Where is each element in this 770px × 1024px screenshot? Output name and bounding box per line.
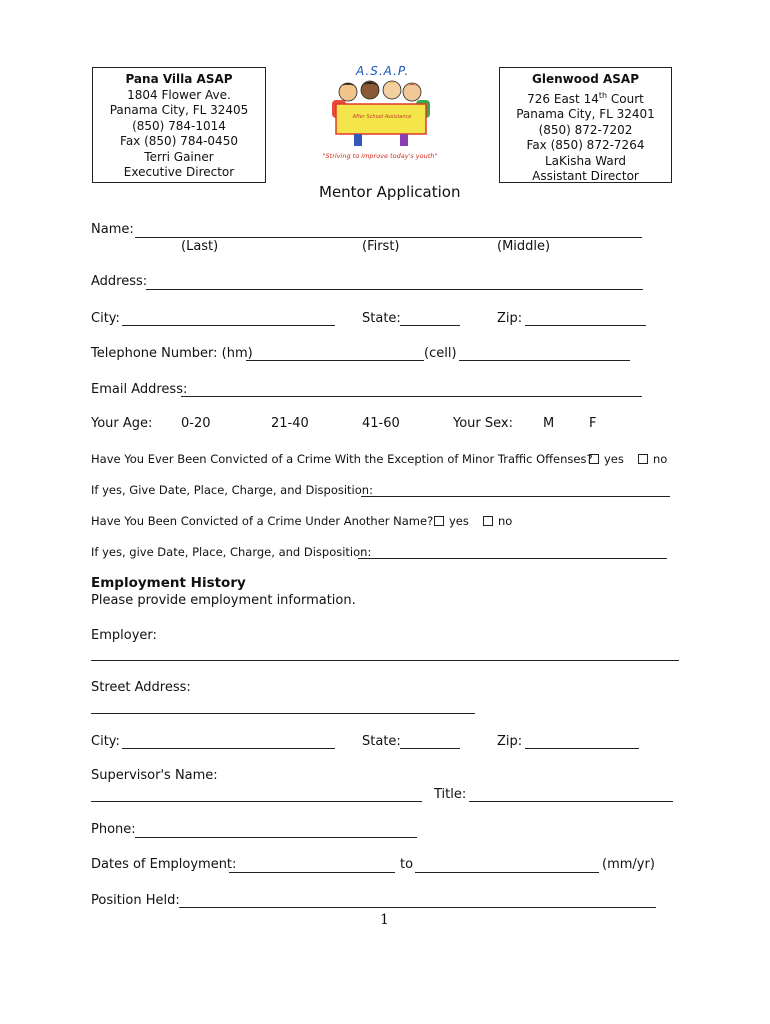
checkbox-icon[interactable] — [589, 454, 599, 464]
cell-phone-field[interactable] — [459, 360, 630, 361]
left-office-street: 1804 Flower Ave. — [127, 87, 231, 102]
state-field[interactable] — [400, 325, 460, 326]
age-option-41-60[interactable]: 41-60 — [362, 416, 400, 431]
page-title: Mentor Application — [319, 183, 461, 201]
conviction-yes-option[interactable]: yes — [589, 452, 624, 466]
checkbox-icon[interactable] — [434, 516, 444, 526]
left-office-contact: Terri Gainer — [144, 149, 214, 164]
right-office-city: Panama City, FL 32401 — [516, 107, 655, 121]
home-phone-field[interactable] — [246, 360, 424, 361]
alias-conviction-no-option[interactable]: no — [483, 514, 512, 528]
alias-details-field[interactable] — [358, 558, 667, 559]
employer-street-label: Street Address: — [91, 680, 191, 695]
sex-option-f[interactable]: F — [589, 416, 597, 431]
right-office-box — [499, 67, 672, 183]
name-label: Name: — [91, 222, 134, 237]
employer-zip-label: Zip: — [497, 734, 523, 749]
employer-street-field[interactable] — [91, 713, 475, 714]
supervisor-title-field[interactable] — [469, 801, 673, 802]
state-label: State: — [362, 311, 401, 326]
supervisor-title-label: Title: — [434, 787, 467, 802]
right-office-street: 726 East 14th Court — [527, 90, 644, 106]
checkbox-icon[interactable] — [638, 454, 648, 464]
logo-acronym: A.S.A.P. — [356, 64, 410, 78]
last-name-caption: (Last) — [181, 239, 219, 254]
email-field[interactable] — [181, 396, 642, 397]
alias-conviction-yes-option[interactable]: yes — [434, 514, 469, 528]
right-office-phone: (850) 872-7202 — [538, 122, 633, 137]
age-label: Your Age: — [91, 416, 153, 431]
alias-followup-label: If yes, give Date, Place, Charge, and Disposition: — [91, 545, 372, 559]
employment-end-field[interactable] — [415, 872, 599, 873]
employment-instructions: Please provide employment information. — [91, 593, 356, 608]
employer-phone-field[interactable] — [135, 837, 417, 838]
conviction-question: Have You Ever Been Convicted of a Crime With the Exception of Minor Traffic Offenses? — [91, 452, 593, 466]
employment-heading: Employment History — [91, 575, 246, 591]
left-office-phone: (850) 784-1014 — [132, 118, 226, 133]
age-option-0-20[interactable]: 0-20 — [181, 416, 211, 431]
supervisor-label: Supervisor's Name: — [91, 768, 218, 783]
employment-to-label: to — [400, 857, 414, 872]
left-office-name: Pana Villa ASAP — [125, 72, 233, 86]
date-format-label: (mm/yr) — [602, 857, 655, 872]
zip-field[interactable] — [525, 325, 646, 326]
logo-tagline: "Striving to improve today's youth" — [322, 152, 438, 160]
left-office-city: Panama City, FL 32405 — [109, 103, 249, 117]
cell-phone-label: (cell) — [424, 346, 457, 361]
name-field[interactable] — [135, 237, 642, 238]
address-field[interactable] — [146, 289, 643, 290]
address-label: Address: — [91, 274, 148, 289]
page-number: 1 — [380, 912, 389, 928]
employer-phone-label: Phone: — [91, 822, 136, 837]
left-office-role: Executive Director — [123, 165, 235, 179]
first-name-caption: (First) — [362, 239, 400, 254]
conviction-followup-label: If yes, Give Date, Place, Charge, and Disposition: — [91, 483, 373, 497]
middle-name-caption: (Middle) — [497, 239, 551, 254]
employer-city-label: City: — [91, 734, 120, 749]
employer-state-label: State: — [362, 734, 401, 749]
employer-city-field[interactable] — [122, 748, 335, 749]
left-office-box — [92, 67, 266, 183]
supervisor-field[interactable] — [91, 801, 422, 802]
home-phone-label: Telephone Number: (hm) — [91, 346, 253, 361]
employment-dates-label: Dates of Employment: — [91, 857, 237, 872]
logo-banner-text: After School Assistance — [352, 114, 412, 120]
position-held-field[interactable] — [179, 907, 656, 908]
city-label: City: — [91, 311, 120, 326]
sex-label: Your Sex: — [453, 416, 513, 431]
employer-state-field[interactable] — [400, 748, 460, 749]
conviction-no-option[interactable]: no — [638, 452, 667, 466]
employer-zip-field[interactable] — [525, 748, 639, 749]
conviction-details-field[interactable] — [361, 496, 670, 497]
checkbox-icon[interactable] — [483, 516, 493, 526]
zip-label: Zip: — [497, 311, 523, 326]
right-office-role: Assistant Director — [532, 169, 639, 183]
city-field[interactable] — [122, 325, 335, 326]
employer-label: Employer: — [91, 628, 157, 643]
asap-logo — [318, 62, 442, 166]
right-office-contact: LaKisha Ward — [544, 153, 627, 168]
left-office-fax: Fax (850) 784-0450 — [120, 134, 238, 148]
email-label: Email Address: — [91, 382, 188, 397]
employer-field[interactable] — [91, 660, 679, 661]
age-option-21-40[interactable]: 21-40 — [271, 416, 309, 431]
employment-start-field[interactable] — [229, 872, 395, 873]
sex-option-m[interactable]: M — [543, 416, 555, 431]
position-held-label: Position Held: — [91, 893, 180, 908]
right-office-fax: Fax (850) 872-7264 — [526, 138, 645, 152]
alias-conviction-question: Have You Been Convicted of a Crime Under Another Name? — [91, 514, 434, 528]
right-office-name: Glenwood ASAP — [532, 72, 639, 86]
